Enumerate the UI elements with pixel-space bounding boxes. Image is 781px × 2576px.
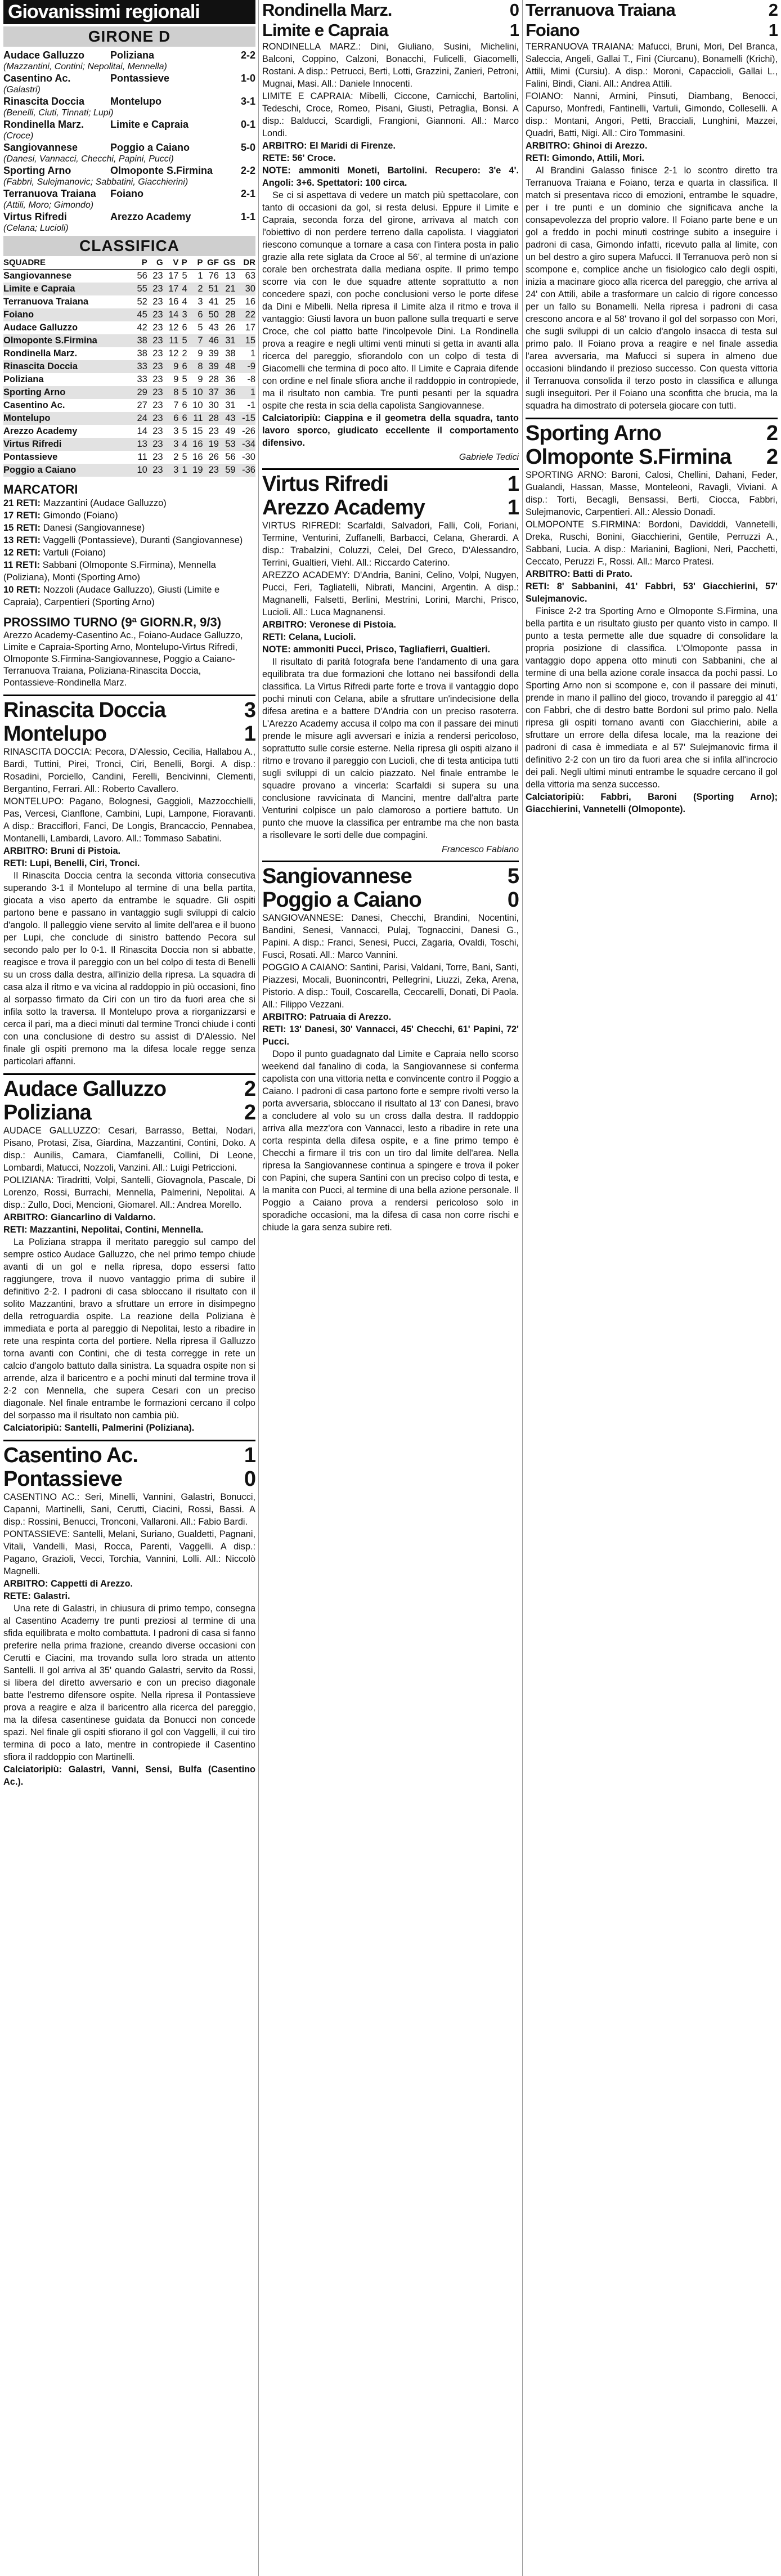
standings-value: 16 (192, 452, 203, 462)
scorer-entry (3, 584, 255, 608)
result-row: Virtus Rifredi Arezzo Academy 1-1 (3, 211, 255, 222)
standings-value: 4 (178, 283, 187, 295)
section-rule (262, 861, 519, 862)
standings-value: 6 (178, 360, 187, 373)
match-report: Finisce 2-2 tra Sporting Arno e Olmoponte S.Firmina, una bella partita e un risultato giusto per quanto visto in campo. Il punto a testa permette alle due squadre di consolidare la propria posizione di classifica. L'Olmoponte passa in vantaggio dopo appena otto minuti con Sabbanini, che al termine di una bella azione corale insacca da pochi passi. Lo Sporting Arno non si scompone e, con il passare dei minuti, prende in mano il pallino del gioco, trovando il pareggio al 41' con Fabbri, che di destro batte Bordoni sul primo palo. Nella ripresa gli ospiti tornano avanti con Giacchierini, abile a sfruttare un errore della difesa locale, ma la reazione dei padroni di casa è immediata e al 57' Sulejmanovic firma il definitivo 2-2 con un tiro da fuori area che si infila all'incrocio dei pali. Negli ultimi minuti entrambe le squadre cercano il gol della vittoria ma senza successo. (526, 606, 778, 790)
lineup-away: AREZZO ACADEMY: D'Andria, Banini, Celino, Volpi, Nugyen, Pucci, Feri, Tagliatelli, Nibrati, Mancini, Argentin. A disp.: Magnanelli, Falsetti, Berlini, Mestrini, Lorini, Marchi, Prisco, Lucioli. All.: Luca Magnanensi. (262, 570, 519, 617)
standings-value: 9 (198, 348, 203, 359)
standings-value: 5 (198, 322, 203, 333)
goals: RETI: Gimondo, Attili, Mori. (526, 153, 645, 163)
standings-value: -30 (242, 452, 255, 462)
lineup-home: SPORTING ARNO: Baroni, Calosi, Chellini, Dahani, Feder, Gualandi, Hassan, Masse, Monteleoni, Ravagli, Viviani. A disp.: Torti, Becagli, Bensassi, Berti, Ciocca, Fabbri, Sulejmanovic, Carpentieri. All.: Alessio Donadi. (526, 470, 778, 517)
result-row: Sangiovannese Poggio a Caiano 5-0 (3, 142, 255, 153)
scorer-entry (3, 497, 255, 509)
standings-value: 7 (173, 400, 179, 410)
standings-value: 36 (219, 386, 236, 399)
standings-row (3, 360, 255, 373)
standings-value: 26 (225, 322, 236, 333)
standings-row (3, 373, 255, 386)
standings-value: 42 (137, 322, 147, 333)
lineup-home: CASENTINO AC.: Seri, Minelli, Vannini, Galastri, Bonucci, Capanni, Martinelli, Sani, Cerutti, Ciacini, Rossi, Bassi. A disp.: Rossini, Benucci, Tronconi, Vallaroni. All.: Fabio Bardi. (3, 1492, 255, 1527)
scorer-names: Sabbani (Olmoponte S.Firmina), Mennella (Poliziana), Monti (Sporting Arno) (3, 560, 216, 583)
standings-row (3, 321, 255, 334)
standings-value: -15 (236, 412, 255, 425)
goals: RETI: 13' Danesi, 30' Vannacci, 45' Checchi, 61' Papini, 72' Pucci. (262, 1024, 519, 1047)
standings-value: 26 (208, 452, 219, 462)
standings-value: 39 (208, 348, 219, 359)
classifica-heading: CLASSIFICA (3, 236, 255, 256)
scorer-entry (3, 546, 255, 559)
referee: ARBITRO: Patruaia di Arezzo. (262, 1012, 392, 1022)
standings-value: 10 (192, 400, 203, 410)
team-name: Pontassieve (3, 452, 58, 462)
scorer-entry (3, 522, 255, 534)
standings-value: 5 (182, 452, 187, 462)
standings-value: 3 (163, 438, 179, 451)
standings-value: 23 (147, 283, 163, 295)
standings-value: 12 (168, 348, 179, 359)
standings-value: 23 (208, 426, 219, 436)
match-summary: Calciatoripiù: Ciappina e il geometra della squadra, tanto lavoro sporco, giudicato eccellente il comportamento difensivo. (262, 413, 519, 448)
standings-row (3, 347, 255, 360)
result-scorers: (Celana; Lucioli) (3, 223, 69, 233)
standings-value: 41 (208, 297, 219, 307)
match-heading: Foiano 1 (526, 20, 778, 40)
team-name: Montelupo (3, 412, 132, 425)
standings-header-cell: P (187, 256, 203, 270)
marcatori-heading: MARCATORI (3, 482, 78, 496)
standings-value: 14 (137, 426, 147, 436)
match-heading: Arezzo Academy 1 (262, 496, 519, 519)
standings-value: 23 (203, 464, 219, 477)
standings-value: 28 (203, 412, 219, 425)
scorer-goals: 11 RETI: (3, 560, 43, 570)
team-name: Rondinella Marz. (3, 348, 78, 359)
section-rule (526, 418, 778, 419)
standings-value: 11 (163, 334, 179, 347)
standings-value: 6 (178, 412, 187, 425)
standings-value: 9 (198, 374, 203, 384)
standings-value: 76 (208, 271, 219, 281)
result-row: Rinascita Doccia Montelupo 3-1 (3, 96, 255, 107)
match-report: Una rete di Galastri, in chiusura di primo tempo, consegna al Casentino Academy tre punti preziosi al termine di una sfida equilibrata e molto combattuta. I padroni di casa si fanno preferire nella prima frazione, creando diverse occasioni con Cerutti e Ciacini, ma trovando sulla loro strada un attento Santelli. Il gol arriva al 35' quando Galastri, servito da Rossi, si libera del diretto avversario e con un preciso diagonale batte l'estremo difensore ospite. Nella ripresa il Pontassieve prova a reagire e alza il baricentro alla ricerca del pareggio, ma la difesa casentinese guidata da Bonucci non concede spazi. Nel finale gli ospiti sfiorano il gol con Vaggelli, il cui tiro termina di poco a lato, mentre in contropiede il Casentino sfiora il raddoppio con Martinelli. (3, 1603, 255, 1762)
standings-value: -26 (242, 426, 255, 436)
standings-value: 6 (163, 412, 179, 425)
standings-value: 16 (187, 438, 203, 451)
section-rule (262, 468, 519, 470)
standings-value: 16 (245, 297, 255, 307)
scorer-entry (3, 534, 255, 546)
scorers-list (3, 497, 255, 608)
standings-value: 46 (203, 334, 219, 347)
standings-header-cell: G (147, 256, 163, 270)
standings-value: 15 (192, 426, 203, 436)
standings-row (3, 270, 255, 283)
result-row: Sporting Arno Olmoponte S.Firmina 2-2 (3, 165, 255, 176)
standings-value: 59 (219, 464, 236, 477)
match-heading: Sangiovannese 5 (262, 864, 519, 888)
notes: NOTE: ammoniti Pucci, Prisco, Tagliafierri, Gualtieri. (262, 644, 491, 655)
scorer-names: Gimondo (Foiano) (43, 510, 118, 521)
next-round-text: Arezzo Academy-Casentino Ac., Foiano-Audace Galluzzo, Limite e Capraia-Sporting Arno, Montelupo-Virtus Rifredi, Olmoponte S.Firmina-Sangiovannese, Poggio a Caiano-Terranuova Traiana, Poliziana-Rinascita Doccia, Pontassieve-Rondinella Marz. (3, 630, 243, 688)
standings-value: 6 (187, 308, 203, 321)
scorer-goals: 12 RETI: (3, 548, 43, 558)
standings-value: 23 (152, 426, 163, 436)
goals: RETE: 56' Croce. (262, 153, 336, 163)
standings-value: 36 (225, 374, 236, 384)
team-name: Sporting Arno (3, 386, 132, 399)
standings-value: 23 (152, 271, 163, 281)
standings-value: 14 (163, 308, 179, 321)
standings-value: 17 (245, 322, 255, 333)
standings-value: 23 (147, 464, 163, 477)
scorer-names: Mazzantini (Audace Galluzzo) (43, 498, 167, 508)
team-name: Arezzo Academy (3, 426, 78, 436)
result-row: Audace Galluzzo Poliziana 2-2 (3, 50, 255, 61)
standings-row (3, 399, 255, 412)
standings-value: 2 (182, 348, 187, 359)
team-name: Olmoponte S.Firmina (3, 334, 132, 347)
author-signature: Gabriele Tedici (459, 453, 519, 462)
standings-value: 5 (178, 386, 187, 399)
standings-value: 63 (245, 271, 255, 281)
standings-value: 45 (132, 308, 147, 321)
standings-row (3, 425, 255, 438)
standings-header-cell: P (178, 256, 187, 270)
referee: ARBITRO: Giancarlino di Valdarno. (3, 1212, 156, 1222)
standings-value: 56 (225, 452, 236, 462)
referee: ARBITRO: Bruni di Pistoia. (3, 846, 121, 856)
standings-value: 23 (147, 438, 163, 451)
result-scorers: (Fabbri, Sulejmanovic; Sabbatini, Giacchierini) (3, 177, 188, 187)
lineup-away: OLMOPONTE S.FIRMINA: Bordoni, Davidddi, Vannetelli, Dreka, Ruschi, Bonini, Giacchierini, Gentile, Perruzzi A., Sabbani, Lucia. A disp.: Marianini, Baglioni, Neri, Pacchetti, Ceccato, Peruzzi F., Rossi. All.: Marco Pratesi. (526, 519, 778, 567)
standings-value: 13 (132, 438, 147, 451)
match-heading: Olmoponte S.Firmina 2 (526, 445, 778, 469)
team-name: Casentino Ac. (3, 400, 65, 410)
standings-value: 1 (236, 386, 255, 399)
standings-value: 22 (236, 308, 255, 321)
referee: ARBITRO: El Maridi di Firenze. (262, 141, 396, 151)
section-rule (3, 1440, 255, 1441)
standings-value: 55 (132, 283, 147, 295)
standings-value: 30 (236, 283, 255, 295)
scorer-goals: 21 RETI: (3, 498, 43, 508)
result-scorers: (Galastri) (3, 85, 41, 95)
goals: RETI: 8' Sabbanini, 41' Fabbri, 53' Giacchierini, 57' Sulejmanovic. (526, 581, 778, 604)
match-heading: Audace Galluzzo 2 (3, 1077, 255, 1101)
standings-value: 39 (203, 360, 219, 373)
match-heading: Poggio a Caiano 0 (262, 888, 519, 912)
standings-value: 38 (225, 348, 236, 359)
goals: RETI: Lupi, Benelli, Ciri, Tronci. (3, 858, 140, 868)
column-right (526, 0, 778, 2576)
standings-header-cell: GF (203, 256, 219, 270)
standings-value: 23 (147, 334, 163, 347)
standings-value: 16 (168, 297, 179, 307)
standings-value: 23 (152, 348, 163, 359)
match-heading: Rinascita Doccia 3 (3, 698, 255, 722)
section-rule (3, 695, 255, 696)
scorer-goals: 13 RETI: (3, 535, 43, 545)
column-divider (522, 0, 523, 2576)
standings-value: 2 (173, 452, 179, 462)
standings-value: 7 (187, 334, 203, 347)
match-heading: Montelupo 1 (3, 722, 255, 746)
standings-value: 5 (182, 426, 187, 436)
standings-value: 38 (132, 334, 147, 347)
team-name: Terranuova Traiana (3, 297, 89, 307)
standings-value: 13 (225, 271, 236, 281)
standings-value: 1 (250, 348, 255, 359)
standings-value: 3 (178, 308, 187, 321)
lineup-away: LIMITE E CAPRAIA: Mibelli, Ciccone, Carnicchi, Bartolini, Tedeschi, Croce, Romeo, Pisani, Giusti, Petraglia, Bonsi. A disp.: Balducci, Scardigli, Frangioni, Giannoni. All.: Marco Londi. (262, 91, 519, 138)
standings-value: 9 (173, 374, 179, 384)
lineup-home: RINASCITA DOCCIA: Pecora, D'Alessio, Cecilia, Hallabou A., Bardi, Tuttini, Pirei, Tronci, Ciri, Benelli, Borgi. A disp.: Rosadini, Porciello, Candini, Ferelli, Bencivinni, Clementi, Bergantino, Ferrari. All.: Roberto Cavallero. (3, 747, 255, 794)
lineup-home: AUDACE GALLUZZO: Cesari, Barrasso, Bettai, Nodari, Pisano, Protasi, Zisa, Giardina, Mazzantini, Contini, Doko. A disp.: Aunilis, Camara, Ciamfanelli, Collini, Di Leone, Lombardi, Matucci, Nozzoli, Vanzini. All.: Luigi Petriccioni. (3, 1126, 255, 1173)
goals: RETI: Celana, Lucioli. (262, 632, 356, 642)
standings-value: 31 (225, 400, 236, 410)
standings-value: 38 (137, 348, 147, 359)
standings-row (3, 438, 255, 451)
standings-value: 43 (219, 412, 236, 425)
standings-value: 17 (163, 283, 179, 295)
team-name: Virtus Rifredi (3, 438, 132, 451)
match-report: Al Brandini Galasso finisce 2-1 lo scontro diretto tra Terranuova Traiana e Foiano, terza e quarta in classifica. Il match si presentava ricco di emozioni, entrambe le squadre, per i tre punti e un dominio che significava anche la consapevolezza del proprio valore. Il Foiano parte bene e un gol a freddo in pochi minuti costringe subito a inseguire i padroni di casa, Gimondo infatti, ricevuto palla al limite, con un bel destro a giro supera Mafucci. Il Terranuova però non si scompone e, complice anche un fisiologico calo degli ospiti, inizia a macinare gioco alla ricerca del pareggio, che arriva al 24' con Attili, abile a trasformare un calcio di rigore concesso per un fallo su Bonamelli. Nella ripresa i padroni di casa crescono ancora e al 58' trovano il gol del sorpasso con Mori, che sugli sviluppi di un calcio d'angolo insacca di testa sul primo palo. Il Foiano prova a reagire e nel finale assedia l'area avversaria, ma Mafucci si supera in almeno due occasioni blindando il prezioso successo. Con questa vittoria il Terranuova consolida il terzo posto in classifica e allunga sugli inseguitori. Per il Foiano una sconfitta che brucia, ma la squadra ha dimostrato di potersela giocare con tutti. (526, 165, 778, 411)
standings-value: 6 (182, 400, 187, 410)
scorer-goals: 10 RETI: (3, 585, 43, 595)
standings-value: -34 (236, 438, 255, 451)
standings-value: 19 (187, 464, 203, 477)
standings-header-cell: GS (219, 256, 236, 270)
match-heading: Pontassieve 0 (3, 1467, 255, 1491)
standings-value: 4 (178, 438, 187, 451)
referee: ARBITRO: Ghinoi di Arezzo. (526, 141, 648, 151)
lineup-away: FOIANO: Nanni, Armini, Pinsuti, Diambang, Benocci, Capurso, Monfredi, Fantinelli, Vartuli, Gimondo, Colleselli. A disp.: Montani, Angori, Petti, Bracciali, Lunghini, Mazzei, Quadri, Batti, Nigi. All.: Ciro Tommasini. (526, 91, 778, 138)
section-rule (3, 1073, 255, 1075)
notes: NOTE: ammoniti Moneti, Bartolini. Recupero: 3'e 4'. Angoli: 3+6. Spettatori: 100 circa. (262, 165, 519, 188)
lineup-home: VIRTUS RIFREDI: Scarfaldi, Salvadori, Falli, Coli, Foriani, Termine, Venturini, Zuffanelli, Barbacci, Celana, Gherardi. A disp.: Trabalzini, Coluzzi, Celei, Del Greco, D'Alessandro, Terrini, Gualtieri, Viehl. All.: Riccardo Caterino. (262, 521, 519, 568)
lineup-away: POLIZIANA: Tiradritti, Volpi, Santelli, Giovagnola, Pascale, Di Lorenzo, Rossi, Burrachi, Mennella, Palmerini, Nepolitai. A disp.: Zullo, Doci, Mencioni, Giomarel. All.: Andrea Morello. (3, 1175, 255, 1210)
match-heading: Virtus Rifredi 1 (262, 472, 519, 496)
lineup-home: TERRANUOVA TRAIANA: Mafucci, Bruni, Mori, Del Branca, Saleccia, Angeli, Gallai T., Fini (Ciurcanu), Bonamelli (Krichi), Attili, Mimi (Cursiu). A disp.: Moroni, Capaccioli, Gallai L., Falini, Bindi, Ciani. All.: Andrea Attili. (526, 42, 778, 89)
match-report: Se ci si aspettava di vedere un match più spettacolare, con tanto di occasioni da gol, si resta delusi. Eppure il Limite e Capraia, seconda forza del girone, arrivava al match con l'obiettivo di non perdere terreno dalla capolista. I viaggiatori riescono comunque a tornare a casa con l'intera posta in palio grazie alla rete siglata da Croce al 56', al termine di un'azione corale ben orchestrata dalla mediana ospite. Il primo tempo scorre via con le due squadre attente soprattutto a non concedere spazi, con poche conclusioni verso le porte difese da Dini e Mibelli. Nella ripresa il Limite alza il ritmo e trova il vantaggio: Giusti lavora un buon pallone sulla trequarti e serve Croce, che col piatto batte l'incolpevole Dini. La Rondinella prova a reagire e negli ultimi venti minuti si getta in avanti alla ricerca del pareggio, sfiorandolo con un colpo di testa di Giacomelli che termina di poco alto. Il Limite e Capraia difende con ordine e nel finale sfiora anche il raddoppio in contropiede, ma il risultato non cambia. Tre punti pesanti per la squadra ospite che resta in scia della capolista Sangiovannese. (262, 190, 519, 411)
match-heading: Sporting Arno 2 (526, 422, 778, 445)
standings-value: 1 (198, 271, 203, 281)
standings-value: 23 (147, 360, 163, 373)
standings-value: 8 (187, 360, 203, 373)
standings-value: 5 (182, 374, 187, 384)
standings-value: 15 (236, 334, 255, 347)
standings-value: 11 (187, 412, 203, 425)
standings-value: 48 (219, 360, 236, 373)
column-left (3, 0, 255, 2576)
standings-value: 50 (203, 308, 219, 321)
standings-value: -8 (247, 374, 255, 384)
standings-row (3, 412, 255, 425)
standings-value: 23 (147, 386, 163, 399)
standings-value: 23 (152, 452, 163, 462)
result-scorers: (Attili, Moro; Gimondo) (3, 200, 94, 210)
standings-header-cell: DR (236, 256, 255, 270)
scorer-entry (3, 559, 255, 584)
lineup-away: PONTASSIEVE: Santelli, Melani, Suriano, Gualdetti, Pagnani, Vitali, Vandelli, Masi, Rocca, Parenti, Vaggelli. A disp.: Pagano, Grazioli, Vecci, Torchia, Vannini, Lolli. All.: Niccolò Magnelli. (3, 1529, 255, 1576)
standings-value: 23 (152, 400, 163, 410)
standings-value: 30 (208, 400, 219, 410)
standings-value: 10 (132, 464, 147, 477)
standings-value: 5 (178, 334, 187, 347)
match-summary: Calciatoripiù: Santelli, Palmerini (Poliziana). (3, 1423, 195, 1433)
standings-value: 33 (137, 374, 147, 384)
standings-value: 8 (163, 386, 179, 399)
standings-value: 11 (137, 452, 147, 462)
referee: ARBITRO: Batti di Prato. (526, 569, 632, 579)
standings-value: 3 (198, 297, 203, 307)
result-scorers: (Benelli, Ciuti, Tinnati; Lupi) (3, 108, 114, 118)
result-scorers: (Croce) (3, 131, 34, 141)
team-name: Rinascita Doccia (3, 360, 132, 373)
result-row: Rondinella Marz. Limite e Capraia 0-1 (3, 119, 255, 130)
standings-value: 4 (182, 297, 187, 307)
standings-value: 3 (173, 426, 179, 436)
standings-value: 51 (203, 283, 219, 295)
results-list (3, 49, 255, 234)
standings-value: 17 (168, 271, 179, 281)
standings-value: 21 (219, 283, 236, 295)
standings-value: 53 (219, 438, 236, 451)
team-name: Poliziana (3, 374, 44, 384)
result-scorers: (Danesi, Vannacci, Checchi, Papini, Pucci) (3, 154, 174, 164)
standings-value: 23 (152, 374, 163, 384)
goals: RETI: Mazzantini, Nepolitai, Contini, Mennella. (3, 1225, 204, 1235)
standings-header-cell: V (163, 256, 179, 270)
standings-value: 12 (168, 322, 179, 333)
scorer-entry (3, 509, 255, 522)
standings-value: 10 (187, 386, 203, 399)
next-round-heading: PROSSIMO TURNO (9ª GIORN.R, 9/3) (3, 615, 222, 629)
standings-row (3, 283, 255, 295)
standings-value: 2 (187, 283, 203, 295)
referee: ARBITRO: Veronese di Pistoia. (262, 620, 396, 630)
standings-value: 43 (208, 322, 219, 333)
standings-value: 37 (203, 386, 219, 399)
standings-row (3, 308, 255, 321)
team-name: Sangiovannese (3, 271, 72, 281)
result-scorers: (Mazzantini, Contini; Nepolitai, Mennella) (3, 62, 167, 71)
scorer-names: Nozzoli (Audace Galluzzo), Giusti (Limite e Capraia), Carpentieri (Sporting Arno) (3, 585, 220, 607)
standings-row (3, 464, 255, 477)
match-summary: Calciatoripiù: Galastri, Vanni, Sensi, Bulfa (Casentino Ac.). (3, 1764, 255, 1787)
girone-heading: GIRONE D (3, 26, 255, 47)
match-heading: Poliziana 2 (3, 1101, 255, 1125)
lineup-home: RONDINELLA MARZ.: Dini, Giuliano, Susini, Michelini, Balconi, Coppino, Calzoni, Bonacchi, Fulicelli, Giacomelli, Rostani. A disp.: Petrucci, Berti, Lotti, Grazzini, Zanieri, Petroni, Mugnai, Masi. All.: Daniele Innocenti. (262, 42, 519, 89)
match-heading: Limite e Capraia 1 (262, 20, 519, 40)
standings-value: 23 (152, 297, 163, 307)
standings-value: 3 (163, 464, 179, 477)
standings-row (3, 386, 255, 399)
standings-value: 23 (147, 308, 163, 321)
standings-row (3, 295, 255, 308)
match-heading: Casentino Ac. 1 (3, 1444, 255, 1467)
standings-value: 29 (132, 386, 147, 399)
scorer-goals: 15 RETI: (3, 523, 43, 533)
scorer-names: Vaggelli (Pontassieve), Duranti (Sangiovannese) (43, 535, 243, 545)
team-name: Limite e Capraia (3, 283, 132, 295)
match-report: La Poliziana strappa il meritato pareggio sul campo del sempre ostico Audace Galluzzo, che nel primo tempo chiude avanti di un gol e nella ripresa, dopo essersi fatto raggiungere, trova il nuovo vantaggio prima di subire il definitivo 2-2. I padroni di casa sbloccano il risultato con il solito Mazzantini, bravo a sfruttare un errore in disimpegno della retroguardia ospite. La reazione della Poliziana è immediata e porta al pareggio di Nepolitai, lesto a ribadire in rete una respinta corta del portiere. Nella ripresa il Galluzzo torna avanti con Contini, che di testa corregge in rete un calcio d'angolo battuto dalla sinistra. La squadra ospite non si arrende, alza il baricentro e a pochi minuti dal termine trova il 2-2 con Mennella, che supera Cesari con un preciso diagonale. Nel finale entrambe le formazioni cercano il colpo del sorpasso ma il risultato non cambia più. (3, 1237, 255, 1421)
standings-row (3, 334, 255, 347)
scorer-names: Vartuli (Foiano) (43, 548, 106, 558)
match-summary: Calciatoripiù: Fabbri, Baroni (Sporting Arno); Giacchierini, Vannetelli (Olmoponte). (526, 792, 778, 814)
lineup-away: POGGIO A CAIANO: Santini, Parisi, Valdani, Torre, Bani, Santi, Piazzesi, Mocali, Buonincontri, Pellegrini, Liuzzi, Zeka, Arena, Pistorio. A disp.: Touil, Coscarella, Ceccarelli, Donati, Di Paola. All.: Filippo Vezzani. (262, 962, 519, 1010)
team-name: Audace Galluzzo (3, 322, 78, 333)
scorer-names: Danesi (Sangiovannese) (43, 523, 145, 533)
column-divider (258, 0, 259, 2576)
result-row: Terranuova Traiana Foiano 2-1 (3, 188, 255, 199)
standings-value: 25 (225, 297, 236, 307)
standings-header-cell: SQUADRE (3, 256, 132, 270)
standings-value: 52 (137, 297, 147, 307)
result-row: Casentino Ac. Pontassieve 1-0 (3, 73, 255, 84)
match-report: Dopo il punto guadagnato dal Limite e Capraia nello scorso weekend dal fanalino di coda, la Sangiovannese si conferma capolista con una vittoria netta e convincente contro il Poggio a Caiano. I padroni di casa partono forte e sempre rivolti verso la porta avversaria, sbloccano il risultato al 13' con Danesi, bravo a concludere al volo su un cross dalla destra. Il raddoppio arriva alla mezz'ora con Vannacci, lesto a ribadire in rete una corta respinta della difesa ospite, e a fine primo tempo è Checchi a firmare il tris con un tiro dal limite dell'area. Nella ripresa la Sangiovannese continua a spingere e trova il poker con Papini, che supera Santini con un preciso colpo di testa, e la manita con Pucci, al termine di una bella azione personale. Il Poggio a Caiano prova a rendersi pericoloso solo in sporadiche occasioni, ma la difesa di casa non corre rischi e chiude la gara senza subire reti. (262, 1049, 519, 1233)
standings-value: 31 (219, 334, 236, 347)
standings-value: 33 (132, 360, 147, 373)
standings-table (3, 256, 255, 477)
match-report: Il risultato di parità fotografa bene l'andamento di una gara equilibrata tra due formazioni che lottano nei bassifondi della classifica. La Virtus Rifredi parte forte e trova il vantaggio dopo pochi minuti con Celana, abile a sfruttare un'indecisione della difesa aretina e a battere D'Andria con un preciso rasoterra. L'Arezzo Academy accusa il colpo ma con il passare dei minuti prende le misure agli avversari e inizia a rendersi pericoloso, soprattutto sulle corsie esterne. Nella ripresa gli ospiti alzano il ritmo e trovano il pareggio con Lucioli, che di testa anticipa tutti sugli sviluppi di un calcio piazzato. Nel finale entrambe le squadre provano a vincerla: Scarfaldi si supera su una conclusione ravvicinata di Mancini, mentre dall'altra parte Venturini colpisce un palo clamoroso a portiere battuto. Un punto che muove la classifica per entrambe ma che non basta a risollevare le sorti delle due compagini. (262, 657, 519, 840)
standings-value: 28 (208, 374, 219, 384)
standings-value: 5 (182, 271, 187, 281)
lineup-home: SANGIOVANNESE: Danesi, Checchi, Brandini, Nocentini, Bandini, Senesi, Vannacci, Pulaj, Tognaccini, Danesi G., Papini. A disp.: Franci, Senesi, Pucci, Zagaria, Ovaldi, Toschi, Fusci, Rosati. All.: Marco Vannini. (262, 913, 519, 960)
standings-value: 23 (147, 412, 163, 425)
standings-value: 23 (152, 322, 163, 333)
standings-value: 27 (137, 400, 147, 410)
team-name: Poggio a Caiano (3, 464, 132, 477)
standings-value: -1 (247, 400, 255, 410)
match-heading: Rondinella Marz. 0 (262, 0, 519, 20)
match-report: Il Rinascita Doccia centra la seconda vittoria consecutiva superando 3-1 il Montelupo al termine di una bella partita, giocata a viso aperto da entrambe le squadre. Gli ospiti partono bene e passano in vantaggio sugli sviluppi di calcio d'angolo. Il palleggio viene servito al limite dell'area e il buono per Lupi, che conclude di sinistro battendo Pecora sul secondo palo per lo 0-1. Il Rinascita Doccia non si abbatte, reagisce e trova il pareggio con un bel colpo di testa di Benelli su un cross dalla destra, all'inizio della ripresa. La squadra di casa alza il ritmo e va vicina al raddoppio in più occasioni, fino al sorpasso firmato da Ciri con un tiro da fuori area che si infila sotto la traversa. Il Montelupo prova a riorganizzarsi e cerca il pari, ma a dieci minuti dal termine Tronci chiude i conti con una conclusione di destro su assist di D'Alessio. Nel finale gli ospiti premono ma la difesa locale regge senza particolari affanni. (3, 871, 255, 1067)
referee: ARBITRO: Cappetti di Arezzo. (3, 1579, 133, 1589)
standings-header-cell: P (132, 256, 147, 270)
standings-row (3, 451, 255, 464)
standings-value: 28 (219, 308, 236, 321)
match-heading: Terranuova Traiana 2 (526, 0, 778, 20)
standings-value: 56 (137, 271, 147, 281)
standings-value: 6 (182, 322, 187, 333)
standings-value: -9 (236, 360, 255, 373)
goals: RETE: Galastri. (3, 1591, 70, 1601)
standings-value: 24 (132, 412, 147, 425)
standings-value: 9 (163, 360, 179, 373)
author-signature: Francesco Fabiano (442, 845, 519, 854)
section-banner: Giovanissimi regionali (3, 0, 255, 24)
standings-value: 19 (203, 438, 219, 451)
scorer-goals: 17 RETI: (3, 510, 43, 521)
standings-value: 1 (178, 464, 187, 477)
lineup-away: MONTELUPO: Pagano, Bolognesi, Gaggioli, Mazzocchielli, Pas, Vercesi, Cianflone, Cambini, Lupi, Lampone, Fioravanti. A disp.: Bracciflori, Fanci, De Longis, Brancaccio, Pennabea, Montanelli, Lambardi, Lavoro. All.: Tommaso Sabatini. (3, 796, 255, 844)
team-name: Foiano (3, 308, 132, 321)
standings-value: 49 (225, 426, 236, 436)
column-middle (262, 0, 519, 2576)
standings-value: -36 (236, 464, 255, 477)
